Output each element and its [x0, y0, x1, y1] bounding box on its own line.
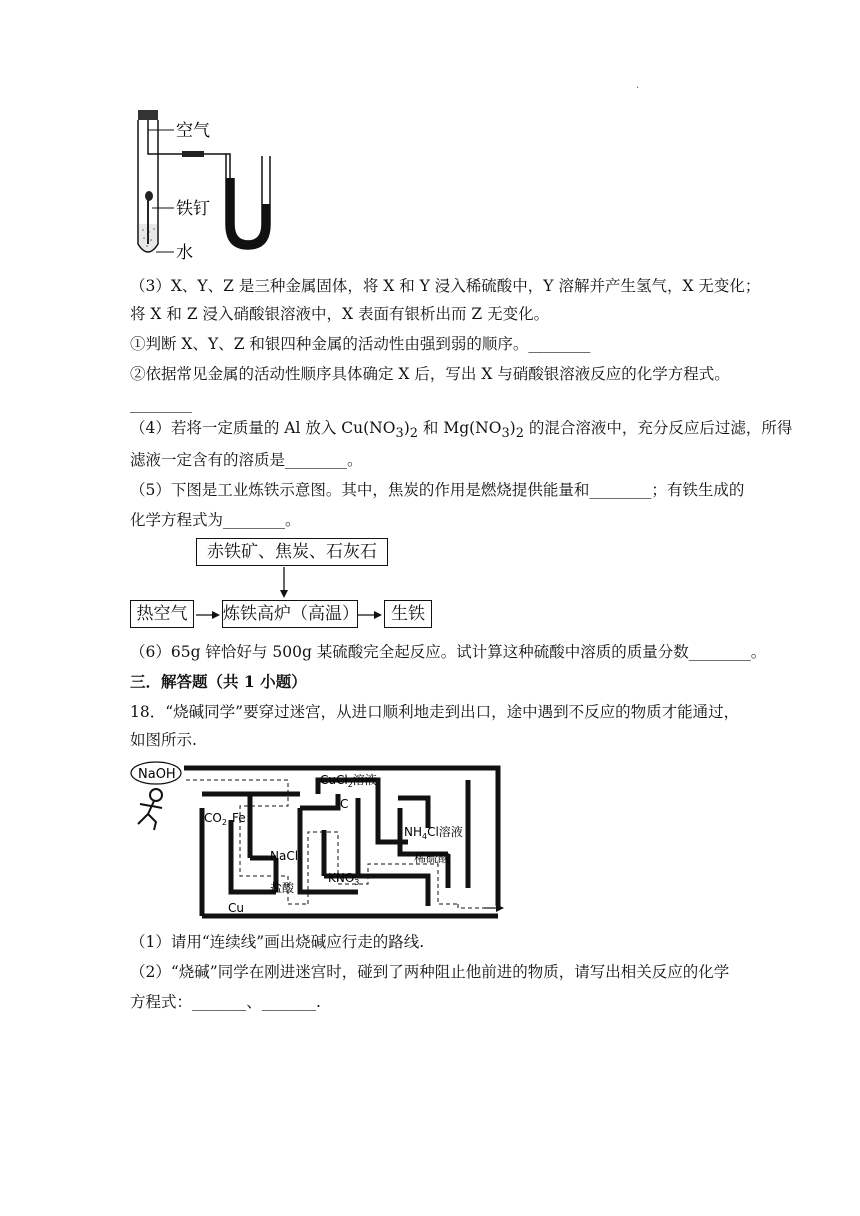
q3-sub2: ②依据常见金属的活动性顺序具体确定 X 后，写出 X 与硝酸银溶液反应的化学方程式。	[130, 365, 730, 383]
maze-kno3: $KNO_3$	[328, 871, 360, 887]
nail-head	[145, 191, 153, 201]
label-air: 空气	[176, 121, 210, 141]
flow-pig-iron: 生铁	[384, 600, 432, 628]
maze-cu: Cu	[228, 901, 244, 915]
maze-walls	[184, 768, 498, 916]
q4-line2: 滤液一定含有的溶质是________。	[130, 451, 363, 469]
q3-line1: （3）X、Y、Z 是三种金属固体，将 X 和 Y 浸入稀硫酸中，Y 溶解并产生氢气，X 无变化；	[130, 277, 761, 295]
maze-cucl2: CuCl$_2$溶液	[320, 773, 377, 789]
flow-hot-air: 热空气	[130, 600, 194, 628]
label-nail: 铁钉	[176, 199, 210, 219]
q3-sub1: ①判断 X、Y、Z 和银四种金属的活动性由强到弱的顺序。________	[130, 335, 591, 353]
q5-line2: 化学方程式为________。	[130, 511, 301, 529]
maze-c: C	[340, 797, 349, 811]
maze-nacl: NaCl	[270, 849, 299, 863]
q18-sub1: （1）请用“连续线”画出烧碱应行走的路线.	[130, 933, 425, 951]
maze-hcl: 盐酸	[270, 881, 295, 895]
q18-line1: 18．“烧碱同学”要穿过迷宫，从进口顺利地走到出口，途中遇到不反应的物质才能通过，	[130, 703, 740, 721]
label-water: 水	[176, 243, 193, 263]
rubber-joint	[182, 151, 204, 157]
q4-line1: （4）若将一定质量的 Al 放入 $Cu(NO_3)_2$ 和 $Mg(NO_3)_2$ 的混合溶液中，充分反应后过滤，所得	[130, 419, 793, 442]
iron-rust-apparatus	[130, 104, 280, 264]
maze-fe: Fe	[232, 811, 246, 825]
flow-raw-materials: 赤铁矿、焦炭、石灰石	[196, 538, 388, 566]
q3-blank: ________	[130, 395, 192, 413]
maze-h2so4: 稀硫酸	[414, 851, 451, 865]
q18-sub2: （2）“烧碱”同学在刚进迷宫时，碰到了两种阻止他前进的物质，请写出相关反应的化学	[130, 963, 730, 981]
maze-naoh: NaOH	[138, 767, 176, 782]
maze-diagram	[128, 758, 518, 924]
stopper	[138, 110, 158, 120]
q5-line1: （5）下图是工业炼铁示意图。其中，焦炭的作用是燃烧提供能量和________；有铁生成的	[130, 481, 745, 499]
q18-sub3: 方程式：_______、_______.	[130, 993, 321, 1011]
maze-co2: $CO_2$	[204, 811, 227, 827]
maze-nh4cl: $NH_4Cl$溶液	[404, 825, 463, 841]
flow-blast-furnace: 炼铁高炉（高温）	[222, 600, 358, 628]
page-dot: .	[636, 80, 640, 91]
section-title: 三．解答题（共 1 小题）	[130, 672, 307, 691]
q6-line1: （6）65g 锌恰好与 500g 某硫酸完全起反应。试计算这种硫酸中溶质的质量分数________。	[130, 643, 767, 661]
running-person-icon	[138, 789, 162, 830]
u-tube-inner	[234, 156, 262, 241]
q3-line2: 将 X 和 Z 浸入硝酸银溶液中，X 表面有银析出而 Z 无变化。	[130, 305, 550, 323]
ironmaking-flow-diagram	[130, 538, 440, 634]
u-tube-liquid	[226, 178, 270, 249]
q18-line2: 如图所示.	[130, 731, 197, 749]
